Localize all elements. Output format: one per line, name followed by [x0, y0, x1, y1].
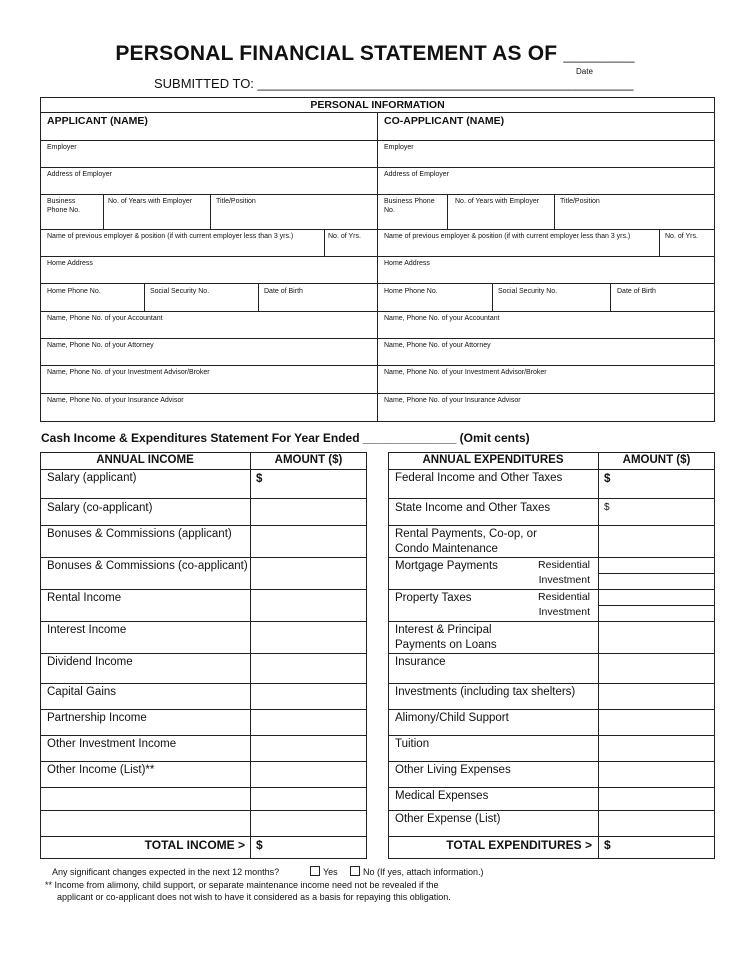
expenditures-col-amount: AMOUNT ($) [622, 454, 691, 466]
date-label: Date [576, 67, 593, 76]
applicant-previous-employer-field[interactable]: Name of previous employer & position (if with current employer less than 3 yrs.) [47, 233, 294, 240]
co-applicant-attorney-field[interactable]: Name, Phone No. of your Attorney [384, 342, 491, 349]
applicant-ssn-field[interactable]: Social Security No. [150, 288, 210, 295]
co-applicant-name-field[interactable]: CO-APPLICANT (NAME) [384, 115, 505, 127]
exp-other-list: Other Expense (List) [395, 813, 501, 825]
applicant-dob-field[interactable]: Date of Birth [264, 288, 303, 295]
co-applicant-employer-field[interactable]: Employer [384, 144, 414, 151]
income-col-amount: AMOUNT ($) [274, 454, 343, 466]
applicant-business-phone-field[interactable]: Business Phone No. [47, 198, 81, 214]
applicant-title-field[interactable]: Title/Position [216, 198, 256, 205]
exp-mortgage-residential: Residential [538, 559, 590, 571]
form-title: PERSONAL FINANCIAL STATEMENT AS OF ______ [115, 42, 635, 65]
yes-option[interactable] [310, 866, 338, 878]
personal-info-title: PERSONAL INFORMATION [310, 99, 445, 111]
submitted-to-field[interactable]: SUBMITTED TO: ____________________________________________________ [154, 76, 634, 91]
co-applicant-years-employer-field[interactable]: No. of Years with Employer [455, 198, 540, 205]
co-applicant-title-field[interactable]: Title/Position [560, 198, 600, 205]
exp-alimony: Alimony/Child Support [395, 712, 509, 724]
expenditures-dollar-sign: $ [604, 502, 610, 513]
applicant-advisor-field[interactable]: Name, Phone No. of your Investment Advisor/Broker [47, 369, 210, 376]
co-applicant-accountant-field[interactable]: Name, Phone No. of your Accountant [384, 315, 500, 322]
applicant-home-address-field[interactable]: Home Address [47, 260, 93, 267]
exp-insurance: Insurance [395, 656, 446, 668]
no-option[interactable] [350, 866, 484, 878]
total-income-label: TOTAL INCOME > [144, 838, 245, 852]
applicant-no-of-yrs-field[interactable]: No. of Yrs. [328, 233, 361, 240]
exp-mortgage-payments: Mortgage Payments [395, 560, 498, 572]
income-row-label: Bonuses & Commissions (co-applicant) [47, 560, 248, 572]
applicant-attorney-field[interactable]: Name, Phone No. of your Attorney [47, 342, 154, 349]
exp-property-taxes: Property Taxes [395, 592, 472, 604]
applicant-years-employer-field[interactable]: No. of Years with Employer [108, 198, 193, 205]
co-applicant-business-phone-field[interactable]: Business Phone No. [384, 198, 435, 214]
applicant-name-field[interactable]: APPLICANT (NAME) [47, 115, 148, 127]
income-col-label: ANNUAL INCOME [96, 454, 194, 466]
income-row-label: Dividend Income [47, 656, 133, 668]
income-row-label: Bonuses & Commissions (applicant) [47, 528, 232, 540]
yes-checkbox[interactable] [310, 866, 320, 876]
no-label: No (If yes, attach information.) [363, 867, 484, 877]
exp-rental-payments-line2: Condo Maintenance [395, 543, 498, 555]
applicant-accountant-field[interactable]: Name, Phone No. of your Accountant [47, 315, 163, 322]
exp-interest-principal-line2: Payments on Loans [395, 639, 497, 651]
total-income-dollar: $ [256, 838, 263, 852]
footnote-line-1: ** Income from alimony, child support, or separate maintenance income need not be revealed if the [45, 880, 439, 890]
income-dollar-sign: $ [256, 473, 263, 485]
changes-question: Any significant changes expected in the next 12 months? [52, 867, 280, 877]
exp-investments: Investments (including tax shelters) [395, 686, 576, 698]
total-expenditures-dollar: $ [604, 838, 611, 852]
exp-federal-taxes: Federal Income and Other Taxes [395, 472, 563, 484]
co-applicant-advisor-field[interactable]: Name, Phone No. of your Investment Advisor/Broker [384, 369, 547, 376]
applicant-employer-field[interactable]: Employer [47, 144, 77, 151]
income-row-label: Salary (applicant) [47, 472, 137, 484]
income-row-label: Other Income (List)** [47, 764, 155, 776]
co-applicant-no-of-yrs-field[interactable]: No. of Yrs. [665, 233, 698, 240]
co-applicant-dob-field[interactable]: Date of Birth [617, 288, 656, 295]
total-expenditures-label: TOTAL EXPENDITURES > [446, 838, 592, 852]
no-checkbox[interactable] [350, 866, 360, 876]
exp-state-taxes: State Income and Other Taxes [395, 502, 551, 514]
income-row-label: Rental Income [47, 592, 122, 604]
applicant-home-phone-field[interactable]: Home Phone No. [47, 288, 101, 295]
expenditures-col-label: ANNUAL EXPENDITURES [422, 454, 564, 466]
footnote-line-2: applicant or co-applicant does not wish to have it considered as a basis for repaying this obligation. [57, 892, 451, 902]
exp-mortgage-investment: Investment [538, 574, 590, 586]
exp-property-investment: Investment [538, 606, 590, 618]
income-row-label: Capital Gains [47, 686, 117, 698]
income-row-label: Salary (co-applicant) [47, 502, 153, 514]
co-applicant-previous-employer-field[interactable]: Name of previous employer & position (if with current employer less than 3 yrs.) [384, 233, 631, 240]
co-applicant-employer-address-field[interactable]: Address of Employer [384, 171, 449, 178]
co-applicant-ssn-field[interactable]: Social Security No. [498, 288, 558, 295]
exp-property-residential: Residential [538, 591, 590, 603]
yes-label: Yes [323, 867, 338, 877]
income-row-label: Interest Income [47, 624, 127, 636]
applicant-employer-address-field[interactable]: Address of Employer [47, 171, 112, 178]
co-applicant-home-address-field[interactable]: Home Address [384, 260, 430, 267]
co-applicant-insurance-field[interactable]: Name, Phone No. of your Insurance Advisor [384, 397, 521, 404]
exp-medical: Medical Expenses [395, 790, 489, 802]
exp-other-living: Other Living Expenses [395, 764, 511, 776]
applicant-insurance-field[interactable]: Name, Phone No. of your Insurance Advisor [47, 397, 184, 404]
exp-interest-principal: Interest & Principal [395, 624, 492, 636]
cash-statement-title: Cash Income & Expenditures Statement For Year Ended ______________ (Omit cents) [41, 431, 530, 445]
income-row-label: Other Investment Income [47, 738, 177, 750]
exp-rental-payments: Rental Payments, Co-op, or [395, 528, 537, 540]
expenditures-dollar-sign: $ [604, 473, 611, 485]
co-applicant-home-phone-field[interactable]: Home Phone No. [384, 288, 438, 295]
exp-tuition: Tuition [395, 738, 430, 750]
income-row-label: Partnership Income [47, 712, 147, 724]
